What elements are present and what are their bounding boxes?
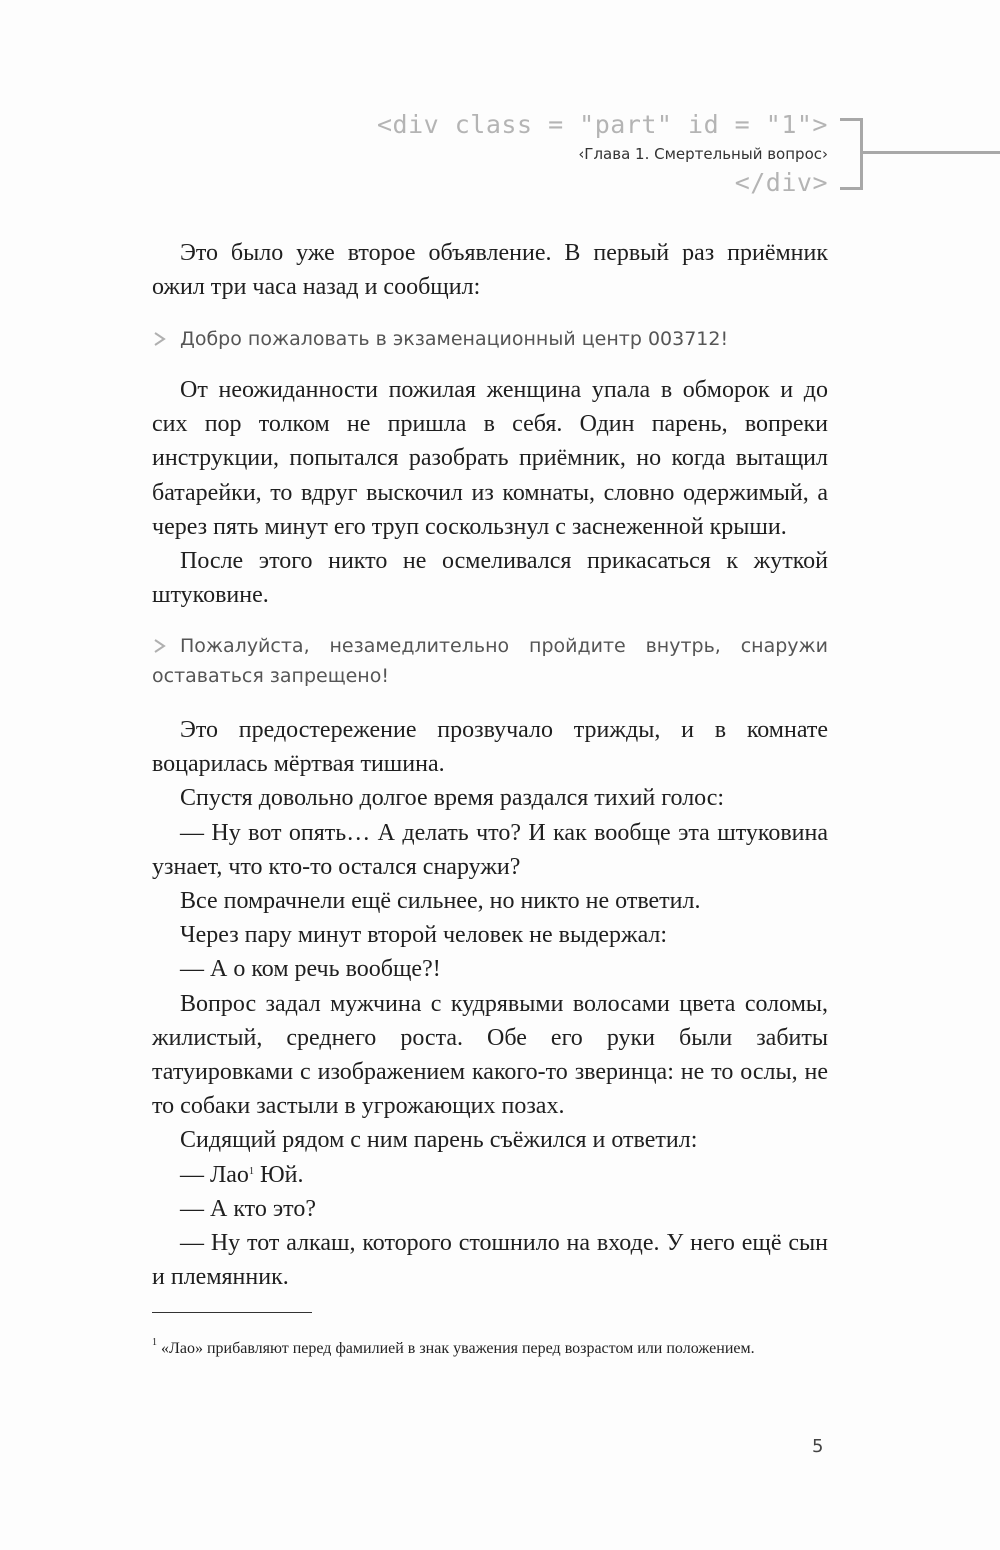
- chapter-header: [377, 110, 828, 198]
- paragraph: От неожиданности пожилая женщина упала в обморок и до сих пор толком не пришла в себя. Один парень, вопреки инструкции, попытался разобрать приёмник, но когда вытащил батарейки, то вдруг выскочил из комнаты, словно одержимый, а через пять минут его труп соскользнул с заснеженной крыши.: [152, 377, 828, 540]
- paragraph: — А о ком речь вообще?!: [180, 956, 441, 983]
- paragraph: Спустя довольно долгое время раздался тихий голос:: [180, 785, 725, 812]
- paragraph-block-2: [152, 373, 828, 612]
- paragraph: Вопрос задал мужчина с кудрявыми волосами цвета соломы, жилистый, среднего роста. Обе его руки были забиты татуировками с изображением какого-то зверинца: не то ослы, не то собаки застыли в угрожающих позах.: [152, 990, 828, 1120]
- paragraph: — Лао$^1$ Юй.: [180, 1161, 304, 1188]
- chevron-right-icon: [152, 332, 170, 346]
- paragraph: Через пару минут второй человек не выдержал:: [180, 922, 668, 949]
- paragraph: — Ну тот алкаш, которого стошнило на входе. У него ещё сын и племянник.: [152, 1230, 828, 1291]
- paragraph-block-1: [152, 236, 828, 304]
- header-rule: [863, 151, 1000, 154]
- system-text: Пожалуйста, незамедлительно пройдите внутрь, снаружи оставаться запрещено!: [152, 635, 828, 687]
- paragraph: Сидящий рядом с ним парень съёжился и ответил:: [180, 1127, 698, 1154]
- footnote-text: «Лао» прибавляют перед фамилией в знак уважения перед возрастом или положением.: [157, 1340, 755, 1357]
- paragraph-block-3: [152, 713, 828, 1294]
- system-message-2: [152, 631, 828, 691]
- chapter-title: ‹Глава 1. Смертельный вопрос›: [578, 145, 828, 163]
- footnote: [152, 1336, 828, 1361]
- paragraph: После этого никто не осмеливался прикасаться к жуткой штуковине.: [152, 548, 828, 609]
- system-message-1: [152, 324, 828, 354]
- footnote-ref: 1: [248, 1165, 254, 1177]
- system-text: Добро пожаловать в экзаменационный центр 003712!: [180, 328, 729, 350]
- header-bracket: [840, 118, 863, 190]
- paragraph: — А кто это?: [180, 1195, 316, 1222]
- chevron-right-icon: [152, 639, 170, 653]
- paragraph: — Ну вот опять… А делать что? И как вообще эта штуковина узнает, что кто-то остался снаружи?: [152, 819, 828, 880]
- footnote-mark: 1: [152, 1337, 157, 1348]
- footnote-rule: [152, 1312, 312, 1313]
- paragraph: Это предостережение прозвучало трижды, и в комнате воцарилась мёртвая тишина.: [152, 717, 828, 778]
- code-close-tag: </div>: [734, 168, 828, 197]
- page-number: 5: [812, 1436, 824, 1457]
- paragraph: Все помрачнели ещё сильнее, но никто не ответил.: [180, 888, 701, 915]
- paragraph: Это было уже второе объявление. В первый раз приёмник ожил три часа назад и сообщил:: [152, 240, 828, 301]
- code-open-tag: <div class = "part" id = "1">: [377, 110, 828, 139]
